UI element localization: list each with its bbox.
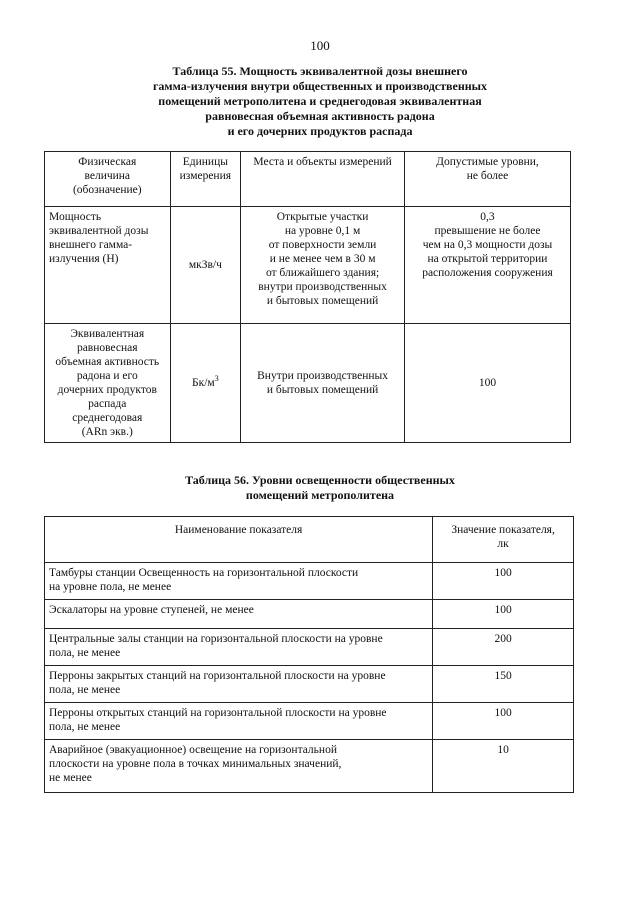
cell-text: среднегодовая	[72, 412, 143, 424]
cell-unit	[170, 207, 241, 324]
cell-text: пола, не менее	[49, 647, 121, 659]
cell-text: на открытой территории	[427, 253, 548, 265]
cell-text: Перроны закрытых станций на горизонтальной плоскости на уровне	[49, 670, 386, 682]
cell-text: Открытые участки	[276, 211, 369, 223]
cell-text: эквивалентной дозы	[49, 225, 149, 237]
cell-text: и бытовых помещений	[266, 384, 379, 396]
cell-text: на уровне пола, не менее	[49, 581, 172, 593]
table-row	[45, 324, 571, 443]
cell-value: 100	[433, 703, 574, 740]
cell-text: Эквивалентная	[70, 328, 145, 340]
header-text: измерения	[179, 170, 232, 182]
header-text: Допустимые уровни,	[436, 156, 539, 168]
cell-text: объемная активность	[55, 356, 160, 368]
header-places	[241, 152, 405, 207]
cell-text: (ARn экв.)	[81, 426, 133, 438]
cell-unit	[170, 324, 241, 443]
unit-superscript: 3	[214, 374, 219, 384]
header-text: (обозначение)	[72, 184, 142, 196]
cell-text: Бк/м	[192, 377, 215, 389]
table55-caption	[40, 64, 600, 139]
cell-text: 100	[478, 377, 497, 389]
table56	[44, 516, 574, 793]
cell-value: 200	[433, 629, 574, 666]
table-row	[45, 207, 571, 324]
cell-text: распада	[88, 398, 127, 410]
cell-levels	[404, 324, 570, 443]
cell-levels	[404, 207, 570, 324]
cell-text: на уровне 0,1 м	[284, 225, 361, 237]
header-value	[433, 517, 574, 563]
header-text: величина	[84, 170, 131, 182]
cell-text: пола, не менее	[49, 684, 121, 696]
cell-text: 0,3	[480, 211, 495, 223]
cell-text: дочерних продуктов	[57, 384, 157, 396]
table-row	[45, 600, 574, 629]
cell-text: Центральные залы станции на горизонтальной плоскости на уровне	[49, 633, 383, 645]
cell-text: и бытовых помещений	[266, 295, 379, 307]
caption-line: помещений метрополитена	[245, 488, 395, 502]
header-levels	[404, 152, 570, 207]
caption-line: и его дочерних продуктов распада	[227, 124, 413, 138]
table-header-row	[45, 517, 574, 563]
cell-text: Мощность	[49, 211, 102, 223]
cell-name	[45, 740, 433, 793]
cell-name	[45, 563, 433, 600]
cell-quantity	[45, 207, 171, 324]
cell-text: от ближайшего здания;	[265, 267, 380, 279]
cell-name	[45, 703, 433, 740]
header-name	[45, 517, 433, 563]
cell-name	[45, 629, 433, 666]
table-row	[45, 666, 574, 703]
cell-text: от поверхности земли	[268, 239, 377, 251]
header-text: Наименование показателя	[174, 524, 303, 536]
header-text: Места и объекты измерений	[253, 156, 392, 168]
caption-line: Таблица 56. Уровни освещенности общественных	[185, 473, 455, 487]
cell-text: плоскости на уровне пола в точках минимальных значений,	[49, 758, 342, 770]
cell-name	[45, 666, 433, 703]
caption-line: гамма-излучения внутри общественных и производственных	[152, 79, 488, 93]
cell-text: Эскалаторы на уровне ступеней, не менее	[49, 604, 254, 616]
cell-text: превышение не более	[434, 225, 541, 237]
header-quantity	[45, 152, 171, 207]
caption-line: Таблица 55. Мощность эквивалентной дозы внешнего	[172, 64, 468, 78]
cell-text: равновесная	[76, 342, 138, 354]
page-number: 100	[310, 38, 330, 53]
cell-value: 150	[433, 666, 574, 703]
cell-text: Внутри производственных	[257, 370, 389, 382]
header-units	[170, 152, 241, 207]
caption-line: равновесная объемная активность радона	[205, 109, 435, 123]
table-row	[45, 740, 574, 793]
cell-text: Перроны открытых станций на горизонтальной плоскости на уровне	[49, 707, 387, 719]
cell-text: чем на 0,3 мощности дозы	[422, 239, 553, 251]
cell-text: расположения сооружения	[422, 267, 553, 279]
table-row	[45, 563, 574, 600]
cell-quantity	[45, 324, 171, 443]
cell-value: 10	[433, 740, 574, 793]
cell-places	[241, 207, 405, 324]
cell-places	[241, 324, 405, 443]
header-text: не более	[466, 170, 509, 182]
table56-caption	[40, 473, 600, 503]
cell-name	[45, 600, 433, 629]
cell-text: мкЗв/ч	[188, 259, 222, 271]
cell-text: внутри производственных	[258, 281, 387, 293]
table-header-row	[45, 152, 571, 207]
cell-text: не менее	[49, 772, 92, 784]
caption-line: помещений метрополитена и среднегодовая эквивалентная	[158, 94, 482, 108]
cell-value: 100	[433, 600, 574, 629]
cell-text: пола, не менее	[49, 721, 121, 733]
cell-text: излучения (Н)	[49, 253, 119, 265]
table-row	[45, 629, 574, 666]
header-text: Единицы	[182, 156, 228, 168]
cell-text: радона и его	[76, 370, 138, 382]
table-row	[45, 703, 574, 740]
cell-value: 100	[433, 563, 574, 600]
header-text: Физическая	[78, 156, 137, 168]
cell-text: Аварийное (эвакуационное) освещение на горизонтальной	[49, 744, 337, 756]
cell-text: Тамбуры станции Освещенность на горизонтальной плоскости	[49, 567, 359, 579]
header-text: Значение показателя,	[451, 524, 555, 536]
cell-text: и не менее чем в 30 м	[269, 253, 376, 265]
table55	[44, 151, 571, 443]
cell-text: внешнего гамма-	[49, 239, 133, 251]
header-text: лк	[497, 538, 509, 550]
